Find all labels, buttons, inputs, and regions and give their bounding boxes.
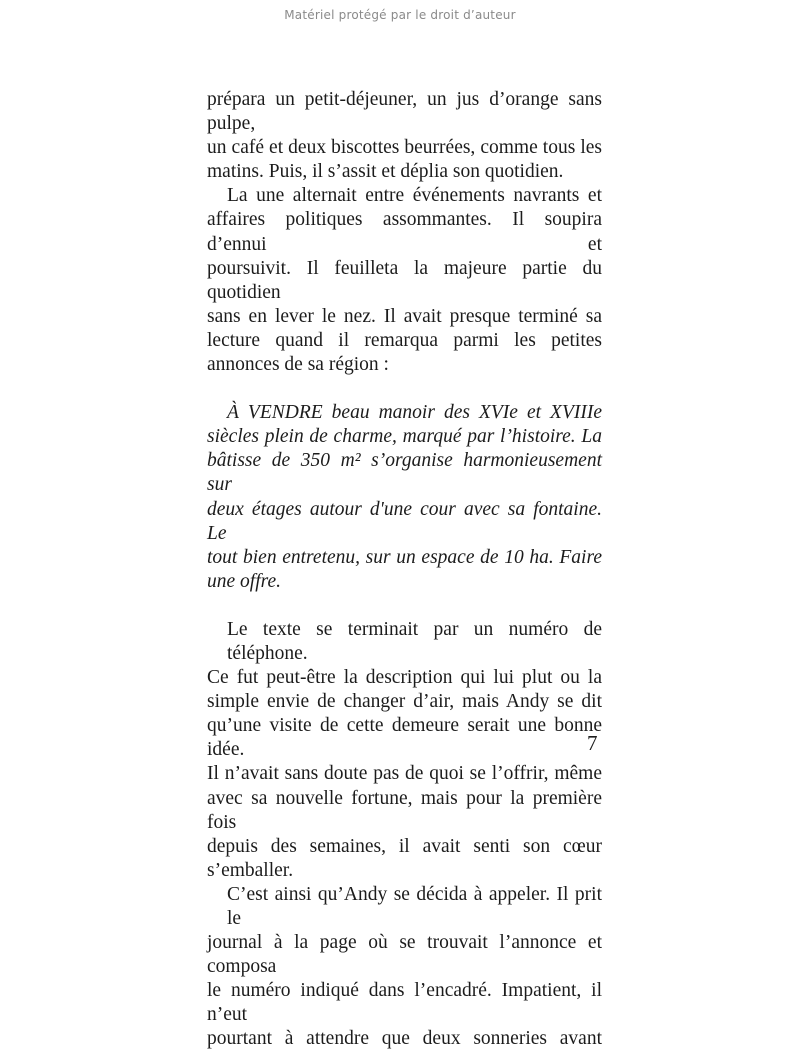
paragraph bbox=[207, 618, 602, 883]
page-body bbox=[207, 88, 602, 1052]
text-line: À VENDRE beau manoir des XVIe et XVIIIe bbox=[227, 402, 602, 424]
text-line: affaires politiques assommantes. Il soupira d’ennui et bbox=[207, 209, 602, 255]
text-line: qu’une visite de cette demeure serait une bonne idée. bbox=[207, 715, 602, 761]
text-line: pourtant à attendre que deux sonneries avant bbox=[207, 1028, 602, 1050]
text-line: bâtisse de 350 m² s’organise harmonieusement sur bbox=[207, 450, 602, 496]
text-line: prépara un petit-déjeuner, un jus d’orange sans pulpe, bbox=[207, 89, 602, 135]
text-line: simple envie de changer d’air, mais Andy se dit bbox=[207, 691, 602, 713]
paragraph-spacer bbox=[207, 377, 602, 401]
paragraph bbox=[207, 883, 602, 1052]
text-line: s’emballer. bbox=[207, 859, 294, 881]
text-line: un café et deux biscottes beurrées, comme tous les bbox=[207, 137, 602, 159]
text-line: annonces de sa région : bbox=[207, 354, 389, 376]
text-line: Ce fut peut-être la description qui lui plut ou la bbox=[207, 667, 602, 689]
text-line: depuis des semaines, il avait senti son cœur bbox=[207, 835, 602, 857]
text-line: le numéro indiqué dans l’encadré. Impatient, il n’eut bbox=[207, 980, 602, 1026]
paragraph bbox=[207, 88, 602, 184]
text-line: sans en lever le nez. Il avait presque terminé sa bbox=[207, 305, 602, 327]
text-line: matins. Puis, il s’assit et déplia son quotidien. bbox=[207, 161, 564, 183]
text-line: La une alternait entre événements navrants et bbox=[227, 185, 602, 207]
text-line: lecture quand il remarqua parmi les petites bbox=[207, 329, 602, 351]
copyright-watermark: Matériel protégé par le droit d’auteur bbox=[284, 8, 516, 22]
text-line: Le texte se terminait par un numéro de téléphone. bbox=[227, 618, 602, 664]
text-line: journal à la page où se trouvait l’annonce et composa bbox=[207, 932, 602, 978]
paragraph bbox=[207, 184, 602, 377]
paragraph-spacer bbox=[207, 594, 602, 618]
text-line: Il n’avait sans doute pas de quoi se l’offrir, même bbox=[207, 763, 602, 785]
text-line: poursuivit. Il feuilleta la majeure partie du quotidien bbox=[207, 257, 602, 303]
text-line: avec sa nouvelle fortune, mais pour la première fois bbox=[207, 787, 602, 833]
text-line: une offre. bbox=[207, 570, 282, 592]
text-line: siècles plein de charme, marqué par l’histoire. La bbox=[207, 426, 602, 448]
text-line: tout bien entretenu, sur un espace de 10 ha. Faire bbox=[207, 546, 602, 568]
classified-ad bbox=[207, 401, 602, 594]
page-number: 7 bbox=[587, 731, 598, 755]
text-line: deux étages autour d'une cour avec sa fontaine. Le bbox=[207, 498, 602, 544]
text-line: C’est ainsi qu’Andy se décida à appeler. Il prit le bbox=[227, 883, 602, 929]
